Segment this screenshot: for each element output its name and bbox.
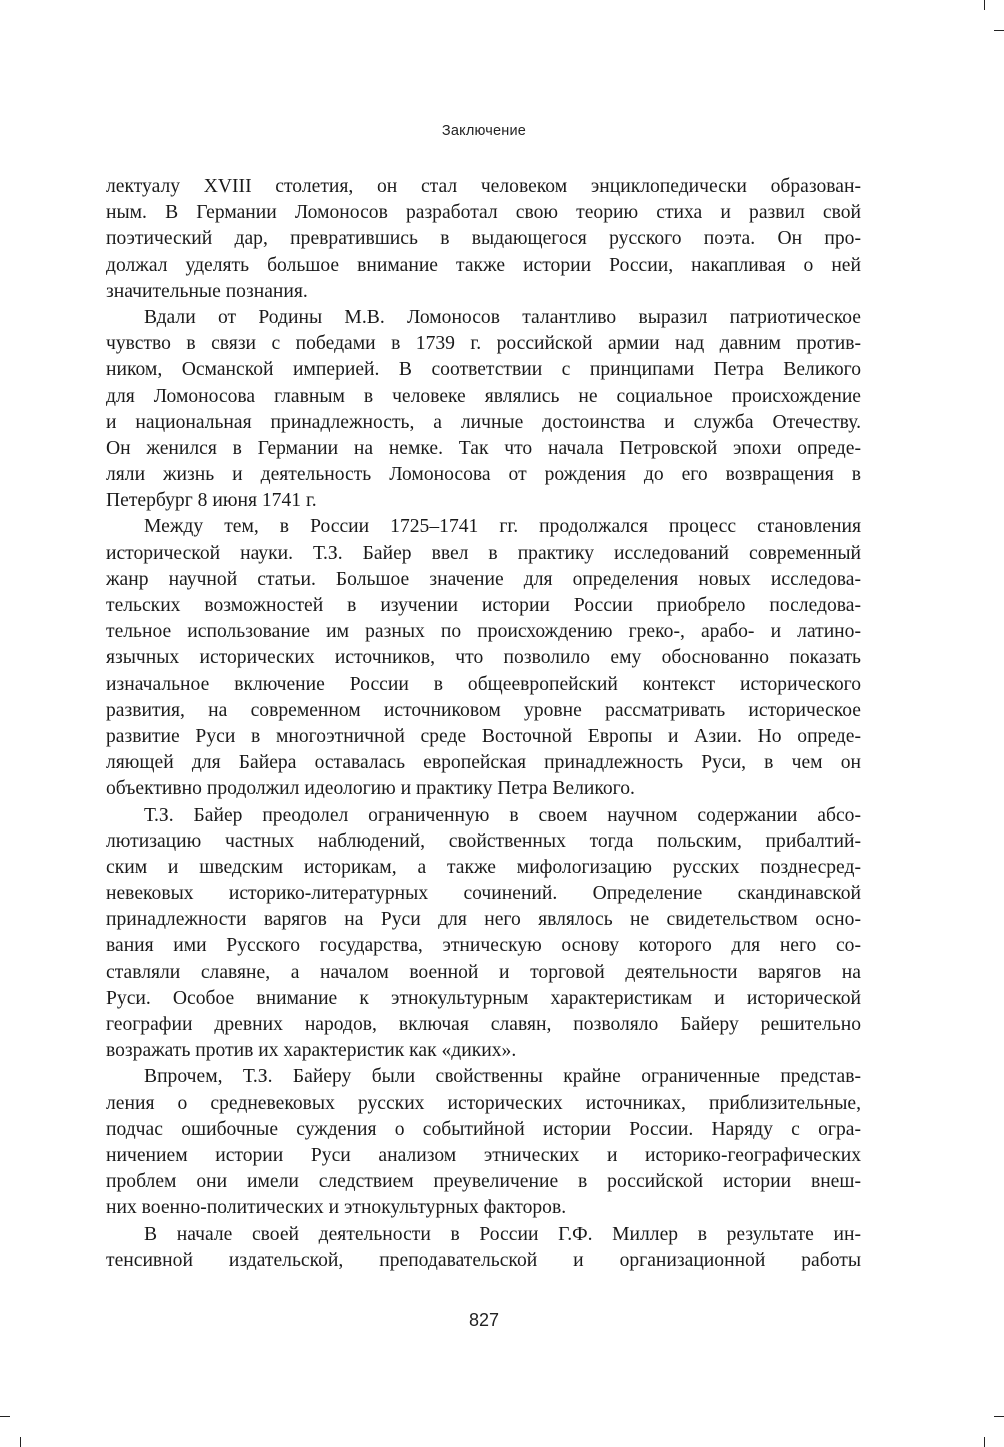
crop-mark-bottom-right-v [984, 1437, 985, 1447]
text-line: Он женился в Германии на немке. Так что начала Петровской эпохи опреде- [106, 437, 861, 459]
text-line: должал уделять большое внимание также истории России, накапливая о ней [106, 254, 861, 276]
text-line: развития, на современном источниковом уровне рассматривать историческое [106, 699, 861, 721]
paragraph [106, 1064, 861, 1221]
paragraph [106, 514, 861, 802]
text-line: ляющей для Байера оставалась европейская принадлежность Руси, в чем он [106, 752, 861, 774]
text-line: изначальное включение России в общеевропейский контекст исторического [106, 673, 861, 695]
text-line: Т.З. Байер преодолел ограниченную в своем научном содержании абсо- [144, 804, 861, 826]
text-line: ляли жизнь и деятельность Ломоносова от рождения до его возвращения в [106, 464, 861, 486]
text-line: Руси. Особое внимание к этнокультурным характеристикам и исторической [106, 987, 861, 1009]
paragraph [106, 803, 861, 1065]
text-line: исторической науки. Т.З. Байер ввел в практику исследований современный [106, 542, 861, 564]
text-line: для Ломоносова главным в человеке являлись не социальное происхождение [106, 385, 861, 407]
crop-mark-top-right [984, 0, 985, 10]
text-line: поэтический дар, превратившись в выдающегося русского поэта. Он про- [106, 228, 861, 250]
text-line: ничением истории Руси анализом этнических и историко-географических [106, 1144, 861, 1166]
text-line: тельное использование им разных по происхождению греко-, арабо- и латино- [106, 621, 861, 643]
paragraph [106, 1222, 861, 1274]
text-line: Между тем, в России 1725–1741 гг. продолжался процесс становления [144, 516, 861, 538]
text-line: развитие Руси в многоэтничной среде Восточной Европы и Азии. Но опреде- [106, 725, 861, 747]
crop-mark-bottom-right [994, 1416, 1004, 1417]
text-line: подчас ошибочные суждения о событийной истории России. Наряду с огра- [106, 1118, 861, 1140]
text-line: тельских возможностей в изучении истории России приобрело последова- [106, 595, 861, 616]
text-line: тенсивной издательской, преподавательской и организационной работы [106, 1249, 861, 1271]
page-number: 827 [468, 1310, 500, 1330]
text-line: возражать против их характеристик как «диких». [106, 1040, 517, 1062]
text-line: лютизацию частных наблюдений, свойственных тогда польским, прибалтий- [106, 830, 861, 852]
text-line: ским и шведским историкам, а также мифологизацию русских позднесред- [106, 856, 861, 878]
text-line: принадлежности варягов на Руси для него являлось не свидетельством осно- [106, 909, 861, 931]
text-line: ставляли славяне, а началом военной и торговой деятельности варягов на [106, 961, 861, 983]
text-line: значительные познания. [106, 280, 308, 302]
text-line: и национальная принадлежность, а личные достоинства и служба Отечеству. [106, 411, 861, 433]
crop-mark-top-right-h [994, 30, 1004, 31]
text-line: вания ими Русского государства, этническую основу которого для него со- [106, 935, 861, 957]
text-line: невековых историко-литературных сочинений. Определение скандинавской [106, 883, 861, 905]
text-line: них военно-политических и этнокультурных факторов. [106, 1197, 567, 1219]
paragraph [106, 174, 861, 305]
text-line: проблем они имели следствием преувеличение в российской истории внеш- [106, 1171, 861, 1193]
text-line: Петербург 8 июня 1741 г. [106, 490, 317, 512]
running-head: Заключение [441, 123, 527, 139]
text-line: ником, Османской империей. В соответствии с принципами Петра Великого [106, 359, 861, 381]
text-line: объективно продолжил идеологию и практику Петра Великого. [106, 778, 635, 800]
text-line: географии древних народов, включая славян, позволяло Байеру решительно [106, 1014, 861, 1035]
body-text [106, 174, 861, 1274]
text-line: жанр научной статьи. Большое значение для определения новых исследова- [106, 568, 861, 590]
text-line: ным. В Германии Ломоносов разработал свою теорию стиха и развил свой [106, 202, 861, 224]
crop-mark-bottom-left [0, 1416, 10, 1417]
text-line: лектуалу XVIII столетия, он стал человеком энциклопедически образован- [106, 176, 861, 197]
text-line: Впрочем, Т.З. Байеру были свойственны крайне ограниченные представ- [144, 1066, 861, 1088]
text-line: Вдали от Родины М.В. Ломоносов талантливо выразил патриотическое [144, 306, 861, 328]
paragraph [106, 305, 861, 515]
text-line: чувство в связи с победами в 1739 г. российской армии над давним против- [106, 333, 861, 355]
text-line: В начале своей деятельности в России Г.Ф. Миллер в результате ин- [144, 1223, 861, 1245]
text-line: язычных исторических источников, что позволило ему обоснованно показать [106, 647, 861, 669]
crop-mark-bottom-left-v [20, 1437, 21, 1447]
text-line: ления о средневековых русских исторических источниках, приблизительные, [106, 1092, 861, 1114]
